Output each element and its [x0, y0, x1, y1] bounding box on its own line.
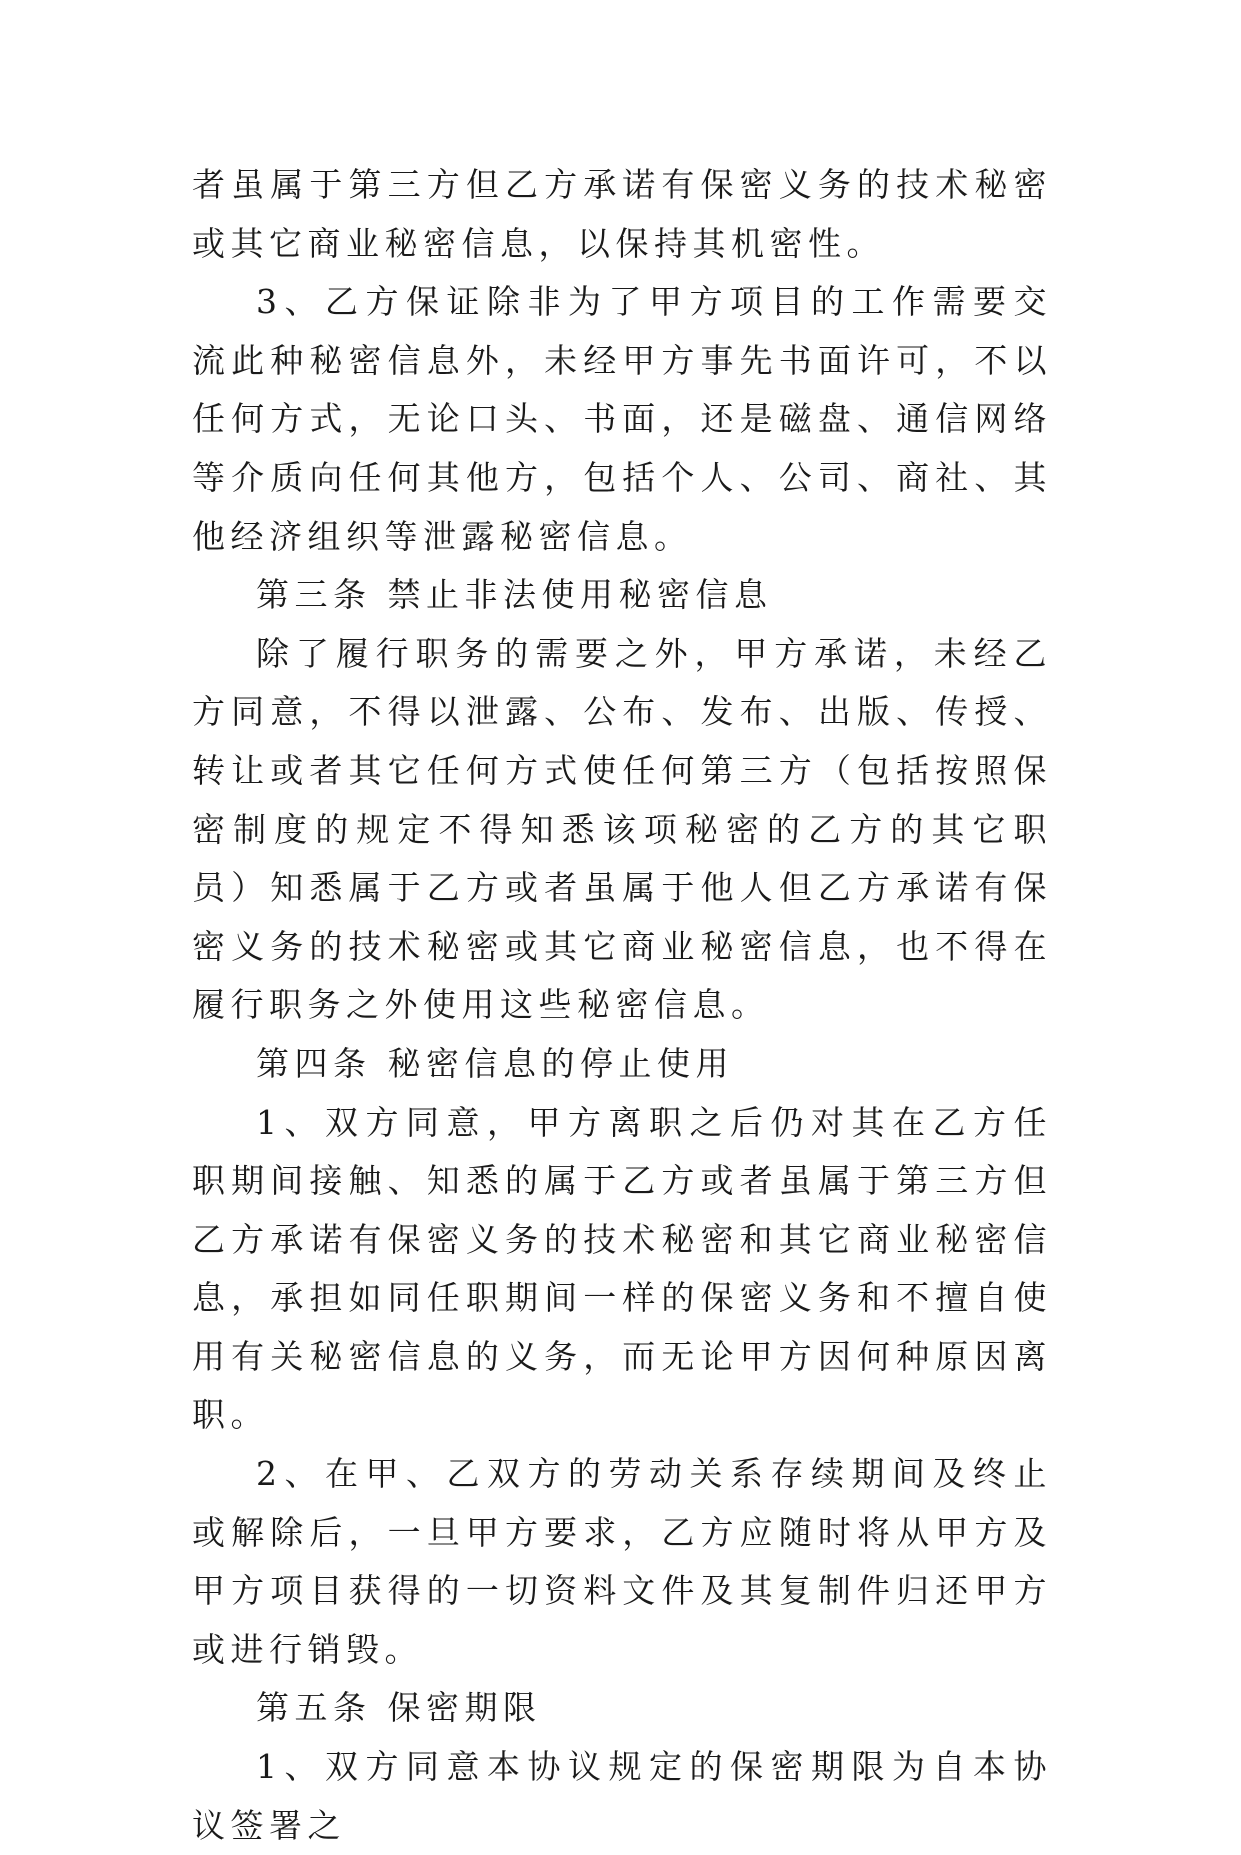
paragraph-article-4-clause-1: 1、双方同意，甲方离职之后仍对其在乙方任职期间接触、知悉的属于乙方或者虽属于第三方但乙方承诺有保密义务的技术秘密和其它商业秘密信息，承担如同任职期间一样的保密义务和不擅自使用有关秘密信息的义务，而无论甲方因何种原因离职。 — [192, 1102, 1052, 1435]
paragraph-article-5-clause-1: 1、双方同意本协议规定的保密期限为自本协议签署之 — [192, 1747, 1052, 1845]
paragraph-article-4-clause-2: 2、在甲、乙双方的劳动关系存续期间及终止或解除后，一旦甲方要求，乙方应随时将从甲方及甲方项目获得的一切资料文件及其复制件归还甲方或进行销毁。 — [192, 1454, 1052, 1669]
section-heading-article-3: 第三条 禁止非法使用秘密信息 — [256, 575, 773, 615]
section-heading-article-4: 第四条 秘密信息的停止使用 — [256, 1043, 734, 1083]
document-body — [192, 156, 1052, 1855]
section-heading-article-5: 第五条 保密期限 — [256, 1688, 542, 1728]
paragraph-article-3-body: 除了履行职务的需要之外，甲方承诺，未经乙方同意，不得以泄露、公布、发布、出版、传授、转让或者其它任何方式使任何第三方（包括按照保密制度的规定不得知悉该项秘密的乙方的其它职员）知悉属于乙方或者虽属于他人但乙方承诺有保密义务的技术秘密或其它商业秘密信息，也不得在履行职务之外使用这些秘密信息。 — [192, 633, 1052, 1025]
paragraph-continuation: 者虽属于第三方但乙方承诺有保密义务的技术秘密或其它商业秘密信息，以保持其机密性。 — [192, 165, 1052, 263]
paragraph-clause-3: 3、乙方保证除非为了甲方项目的工作需要交流此种秘密信息外，未经甲方事先书面许可，不以任何方式，无论口头、书面，还是磁盘、通信网络等介质向任何其他方，包括个人、公司、商社、其他经济组织等泄露秘密信息。 — [192, 282, 1052, 556]
